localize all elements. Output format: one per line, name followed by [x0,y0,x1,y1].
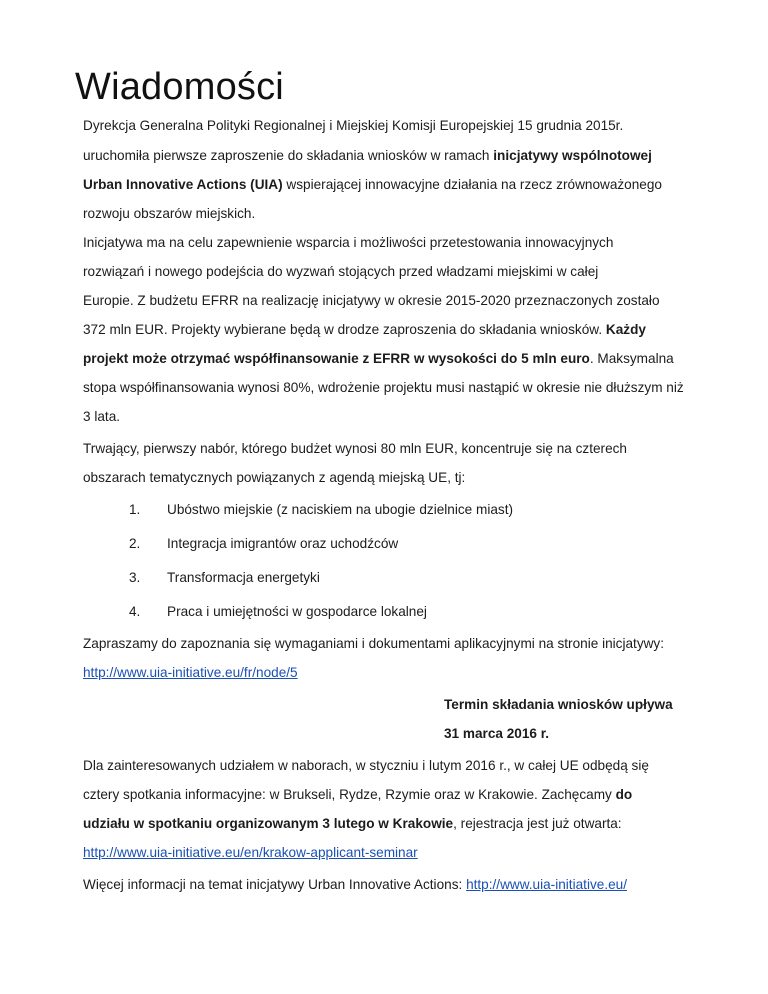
para5-line3-bold: udziału w spotkaniu organizowanym 3 lutego w Krakowie [83,816,454,831]
para1-line3-bold: Urban Innovative Actions (UIA) [83,177,283,192]
para5-line3 [83,815,622,833]
list-item-4-number: 4. [129,604,141,619]
para2-line5-text: . Maksymalna [589,351,674,366]
deadline-line1: Termin składania wniosków upływa [444,697,673,712]
para1-line3-text: wspierającej innowacyjne działania na rzecz zrównoważonego [282,177,662,192]
para2-line4 [83,321,646,339]
node5-link[interactable]: http://www.uia-initiative.eu/fr/node/5 [83,665,298,680]
list-item-2-number: 2. [129,536,141,551]
para6-line [83,876,627,894]
para3-line2: obszarach tematycznych powiązanych z agendą miejską UE, tj: [83,470,466,485]
page-title: Wiadomości [75,66,284,108]
para5-line3-text: , rejestracja jest już otwarta: [453,816,622,831]
para2-line4-bold: Każdy [605,322,646,337]
list-item-2-text: Integracja imigrantów oraz uchodźców [167,536,399,551]
krakow-seminar-link[interactable]: http://www.uia-initiative.eu/en/krakow-applicant-seminar [83,845,418,860]
list-item-3-text: Transformacja energetyki [167,570,320,585]
para4-line1: Zapraszamy do zapoznania się wymaganiami i dokumentami aplikacyjnymi na stronie inicjatywy: [83,636,665,651]
para1-line2 [83,147,652,165]
para1-line1: Dyrekcja Generalna Polityki Regionalnej i Miejskiej Komisji Europejskiej 15 grudnia 2015r. [83,118,624,133]
list-item-1-number: 1. [129,502,141,517]
para3-line1: Trwający, pierwszy nabór, którego budżet wynosi 80 mln EUR, koncentruje się na czterech [83,441,627,456]
para2-line5 [83,350,674,368]
para5-line2 [83,786,632,804]
para2-line3: Europie. Z budżetu EFRR na realizację inicjatywy w okresie 2015-2020 przeznaczonych zostało [83,293,660,308]
para5-line1: Dla zainteresowanych udziałem w naborach, w styczniu i lutym 2016 r., w całej UE odbędą się [83,758,649,773]
para2-line5-bold: projekt może otrzymać współfinansowanie z EFRR w wysokości do 5 mln euro [83,351,590,366]
para5-line2-text: cztery spotkania informacyjne: w Brukseli, Rydze, Rzymie oraz w Krakowie. Zachęcamy [83,787,616,802]
para1-line2-text: uruchomiła pierwsze zaproszenie do składania wniosków w ramach [83,148,494,163]
para6-text: Więcej informacji na temat inicjatywy Urban Innovative Actions: [83,877,467,892]
list-item-1-text: Ubóstwo miejskie (z naciskiem na ubogie dzielnice miast) [167,502,514,517]
para2-line4-text: 372 mln EUR. Projekty wybierane będą w drodze zaproszenia do składania wniosków. [83,322,606,337]
para1-line2-bold: inicjatywy wspólnotowej [493,148,652,163]
list-item-3-number: 3. [129,570,141,585]
deadline-line2: 31 marca 2016 r. [444,726,550,741]
uia-home-link[interactable]: http://www.uia-initiative.eu/ [466,877,627,892]
list-item-4-text: Praca i umiejętności w gospodarce lokalnej [167,604,427,619]
para2-line2: rozwiązań i nowego podejścia do wyzwań stojących przed władzami miejskimi w całej [83,264,599,279]
para1-line3 [83,176,662,194]
para2-line6: stopa współfinansowania wynosi 80%, wdrożenie projektu musi nastąpić w okresie nie dłuższym niż [83,380,684,395]
para2-line7: 3 lata. [83,409,121,424]
para2-line1: Inicjatywa ma na celu zapewnienie wsparcia i możliwości przetestowania innowacyjnych [83,235,614,250]
para5-line2-bold: do [615,787,633,802]
para1-line4: rozwoju obszarów miejskich. [83,206,256,221]
